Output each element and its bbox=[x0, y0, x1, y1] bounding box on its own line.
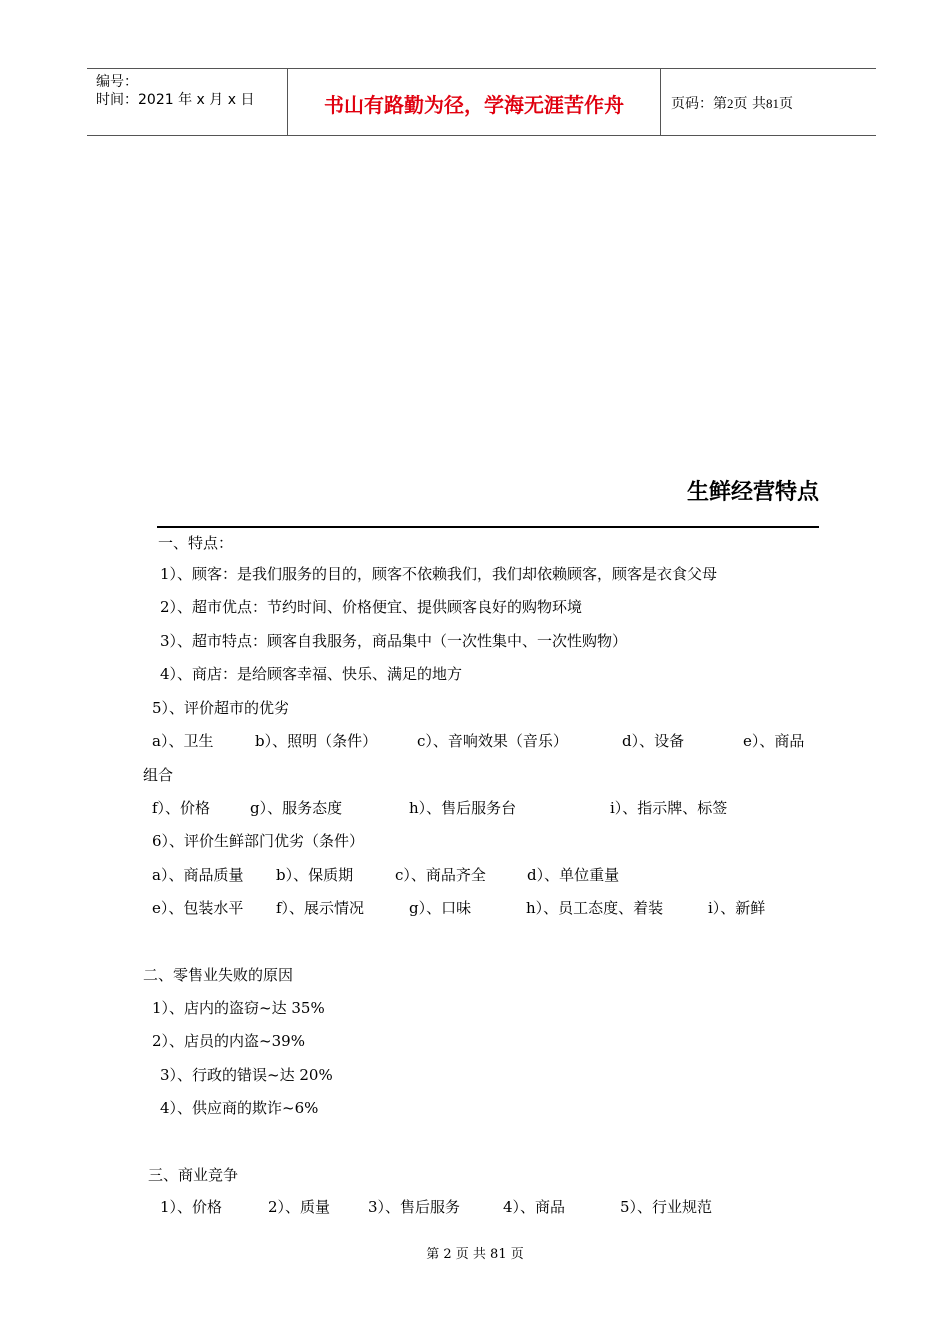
section1-item4: 4）、商店：是给顾客幸福、快乐、满足的地方 bbox=[160, 665, 463, 683]
header-page-cell bbox=[661, 69, 876, 135]
item5-criterion-f: f）、价格 bbox=[152, 799, 211, 817]
item5-criterion-d: d）、设备 bbox=[622, 732, 685, 750]
item6-criterion-a: a）、商品质量 bbox=[152, 866, 244, 884]
item6-criterion-h: h）、员工态度、着装 bbox=[526, 899, 664, 917]
document-title: 生鲜经营特点 bbox=[686, 480, 819, 505]
section2-item3: 3）、行政的错误~达 20% bbox=[160, 1066, 333, 1084]
item6-criterion-c: c）、商品齐全 bbox=[395, 866, 486, 884]
page-info bbox=[671, 95, 793, 113]
section1-item6: 6）、评价生鲜部门优劣（条件） bbox=[152, 832, 365, 850]
item6-criterion-f: f）、展示情况 bbox=[276, 899, 365, 917]
section2-heading: 二、零售业失败的原因 bbox=[143, 966, 294, 984]
page-header bbox=[87, 68, 876, 136]
section2-item4: 4）、供应商的欺诈~6% bbox=[160, 1099, 319, 1117]
title-divider bbox=[157, 526, 819, 528]
section3-heading: 三、商业竞争 bbox=[148, 1166, 239, 1184]
section3-item2: 2）、质量 bbox=[268, 1198, 331, 1216]
page-total: 81 bbox=[765, 96, 779, 111]
item5-wrap-text: 组合 bbox=[143, 766, 174, 784]
page-footer: 第 2 页 共 81 页 bbox=[426, 1247, 524, 1262]
section3-item3: 3）、售后服务 bbox=[368, 1198, 461, 1216]
section3-item5: 5）、行业规范 bbox=[620, 1198, 713, 1216]
section2-item1: 1）、店内的盗窃~达 35% bbox=[152, 999, 325, 1017]
time-label: 时间：2021 年 x 月 x 日 bbox=[96, 92, 255, 108]
section2-item2: 2）、店员的内盗~39% bbox=[152, 1032, 305, 1050]
section1-heading: 一、特点： bbox=[158, 534, 234, 552]
item5-criterion-b: b）、照明（条件） bbox=[255, 732, 378, 750]
item5-criterion-e: e）、商品 bbox=[743, 732, 805, 750]
header-motto-cell bbox=[287, 69, 661, 135]
item5-criterion-h: h）、售后服务台 bbox=[409, 799, 517, 817]
item6-criterion-e: e）、包装水平 bbox=[152, 899, 244, 917]
item5-criterion-i: i）、指示牌、标签 bbox=[610, 799, 728, 817]
section1-item5: 5）、评价超市的优劣 bbox=[152, 699, 290, 717]
item5-criterion-a: a）、卫生 bbox=[152, 732, 214, 750]
section3-item4: 4）、商品 bbox=[503, 1198, 566, 1216]
header-meta-cell bbox=[87, 69, 287, 135]
motto-text: 书山有路勤为径，学海无涯苦作舟 bbox=[324, 93, 624, 117]
item6-criterion-g: g）、口味 bbox=[409, 899, 472, 917]
page-suffix: 页 bbox=[778, 96, 793, 112]
item5-criterion-c: c）、音响效果（音乐） bbox=[417, 732, 568, 750]
page-current: 2 bbox=[727, 96, 734, 111]
section1-item2: 2）、超市优点：节约时间、价格便宜、提供顾客良好的购物环境 bbox=[160, 598, 583, 616]
page-prefix: 页码：第 bbox=[671, 96, 727, 112]
item6-criterion-b: b）、保质期 bbox=[276, 866, 354, 884]
section3-item1: 1）、价格 bbox=[160, 1198, 223, 1216]
page-middle: 页 共 bbox=[733, 96, 766, 112]
serial-label: 编号： bbox=[96, 74, 138, 90]
section1-item3: 3）、超市特点：顾客自我服务，商品集中（一次性集中、一次性购物） bbox=[160, 632, 628, 650]
item6-criterion-d: d）、单位重量 bbox=[527, 866, 620, 884]
section1-item1: 1）、顾客：是我们服务的目的，顾客不依赖我们，我们却依赖顾客，顾客是衣食父母 bbox=[160, 565, 718, 583]
item5-criterion-g: g）、服务态度 bbox=[250, 799, 343, 817]
item6-criterion-i: i）、新鲜 bbox=[708, 899, 766, 917]
